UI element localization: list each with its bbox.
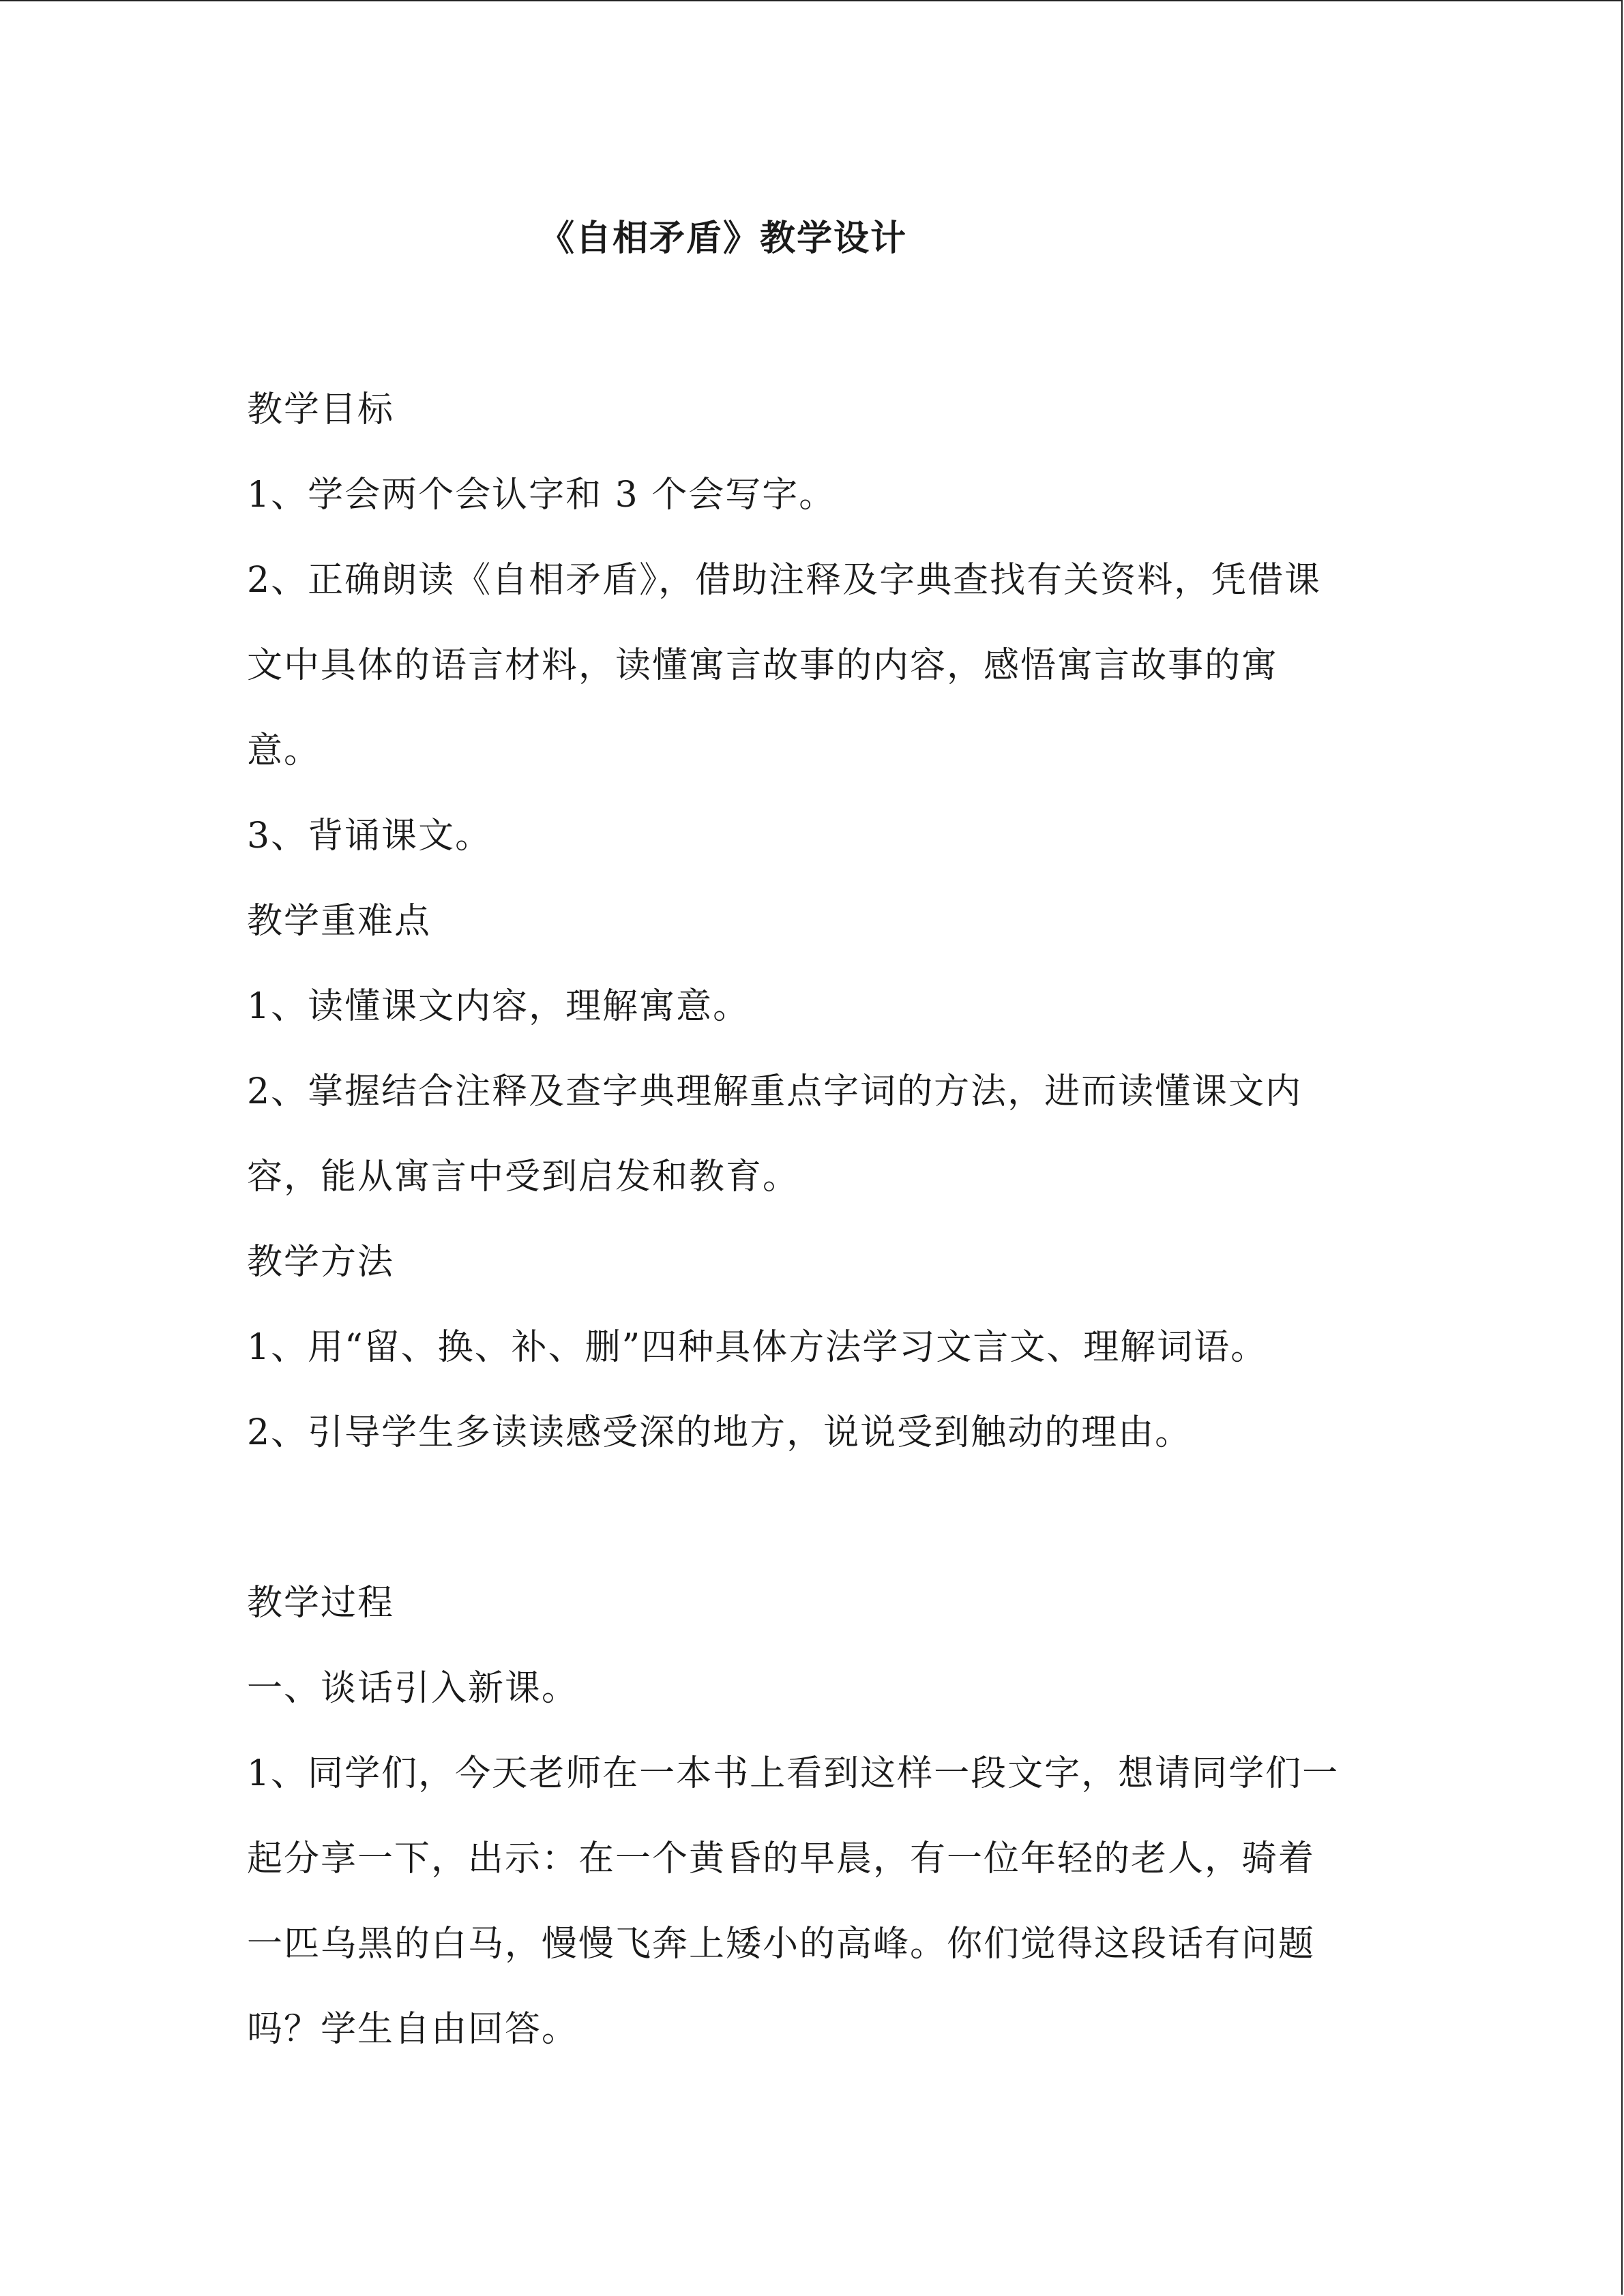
document-title: 《自相矛盾》教学设计 bbox=[539, 218, 908, 259]
process-section-1: 一、谈话引入新课。 bbox=[247, 1668, 579, 1709]
process-item-1-line-1: 1、同学们，今天老师在一本书上看到这样一段文字，想请同学们一 bbox=[247, 1753, 1340, 1794]
goal-item-2-line-3: 意。 bbox=[247, 730, 321, 771]
process-item-1-line-2: 起分享一下，出示：在一个黄昏的早晨，有一位年轻的老人，骑着 bbox=[247, 1838, 1316, 1879]
key-point-2-line-2: 容，能从寓言中受到启发和教育。 bbox=[247, 1157, 800, 1197]
key-point-2-line-1: 2、掌握结合注释及查字典理解重点字词的方法，进而读懂课文内 bbox=[247, 1071, 1303, 1112]
heading-teaching-goals: 教学目标 bbox=[247, 389, 395, 430]
process-item-1-line-3: 一匹乌黑的白马，慢慢飞奔上矮小的高峰。你们觉得这段话有问题 bbox=[247, 1924, 1316, 1965]
method-item-1: 1、用“留、换、补、删”四种具体方法学习文言文、理解词语。 bbox=[247, 1327, 1268, 1368]
key-point-1: 1、读懂课文内容，理解寓意。 bbox=[247, 986, 750, 1027]
heading-key-points: 教学重难点 bbox=[247, 901, 432, 942]
goal-item-2-line-2: 文中具体的语言材料，读懂寓言故事的内容，感悟寓言故事的寓 bbox=[247, 645, 1279, 686]
goal-item-1: 1、学会两个会认字和 3 个会写字。 bbox=[247, 475, 836, 516]
process-item-1-line-4: 吗？学生自由回答。 bbox=[247, 2009, 579, 2050]
method-item-2: 2、引导学生多读读感受深的地方，说说受到触动的理由。 bbox=[247, 1412, 1192, 1453]
goal-item-2-line-1: 2、正确朗读《自相矛盾》，借助注释及字典查找有关资料，凭借课 bbox=[247, 560, 1322, 601]
heading-teaching-methods: 教学方法 bbox=[247, 1242, 395, 1283]
heading-teaching-process: 教学过程 bbox=[247, 1583, 395, 1624]
goal-item-3: 3、背诵课文。 bbox=[247, 816, 492, 856]
